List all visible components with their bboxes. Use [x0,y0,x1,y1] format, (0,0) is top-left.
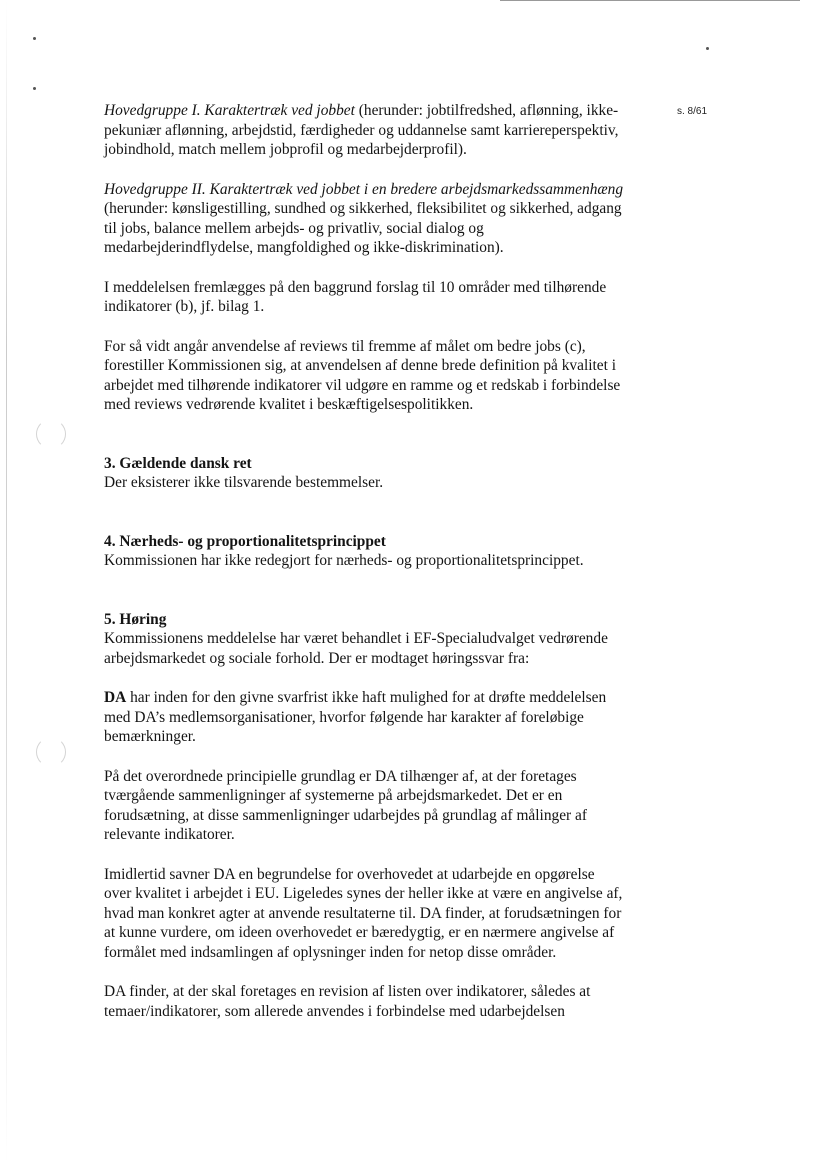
scan-artifact-left-edge [6,0,7,1163]
da-svar-text: har inden for den givne svarfrist ikke haft mulighed for at drøfte meddelelsen med DA’s medlemsorganisationer, hvorfor følgende har karakter af foreløbige bemærkninger. [104,689,607,745]
scan-dot [706,47,709,50]
section-text-naerhedsprincip: Kommissionen har ikke redegjort for nærheds- og proportionalitetsprincippet. [104,552,584,569]
scan-dot [33,37,36,40]
page-number: s. 8/61 [677,106,708,117]
paragraph-da-revision: DA finder, at der skal foretages en revision af listen over indikatorer, således at temaer/indikatorer, som allerede anvendes i forbindelse med udarbejdelsen [104,983,591,1020]
paragraph-reviews: For så vidt angår anvendelse af reviews til fremme af målet om bedre jobs (c), forestiller Kommissionen sig, at anvendelsen af denne brede definition på kvalitet i arbejdet med tilhørende indikatorer vil udgøre en ramme og et redskab i forbindelse med reviews vedrørende kvalitet i beskæftigelsespolitikken. [104,337,621,413]
da-label: DA [104,689,127,706]
section-heading-hoering: 5. Høring [104,610,167,628]
paragraph-forslag: I meddelelsen fremlægges på den baggrund forslag til 10 områder med tilhørende indikatorer (b), jf. bilag 1. [104,278,607,315]
section-heading-gaeldende-dansk-ret: 3. Gældende dansk ret [104,454,252,472]
hovedgruppe-2-title: Hovedgruppe II. Karaktertræk ved jobbet i en bredere arbejdsmarkedssammenhæng [104,180,624,198]
paragraph-hovedgruppe-1 [104,101,624,160]
paragraph-da-svar [104,688,624,747]
scan-artifact-top-line [500,0,800,1]
document-body [104,101,624,1021]
scan-dot [33,87,36,90]
punch-hole-mark [36,419,66,449]
punch-hole-mark [36,737,66,767]
hovedgruppe-2-text: (herunder: kønsligestilling, sundhed og sikkerhed, fleksibilitet og sikkerhed, adgang til jobs, balance mellem arbejds- og privatliv, social dialog og medarbejderindflydelse, mangfoldighed og ikke-diskrimination). [104,200,622,256]
section-heading-naerhedsprincip: 4. Nærheds- og proportionalitetsprincippet [104,532,386,550]
paragraph-da-begrundelse: Imidlertid savner DA en begrundelse for overhovedet at udarbejde en opgørelse over kvalitet i arbejdet i EU. Ligeledes synes der heller ikke at være en angivelse af, hvad man konkret agter at anvende resultaterne til. DA finder, at forudsætningen for at kunne vurdere, om ideen overhovedet er bæredygtig, er en nærmere angivelse af formålet med indsamlingen af oplysninger inden for netop disse områder. [104,865,623,961]
section-text-gaeldende-dansk-ret: Der eksisterer ikke tilsvarende bestemmelser. [104,474,384,491]
paragraph-da-principielt: På det overordnede principielle grundlag er DA tilhænger af, at der foretages tværgående sammenligninger af systemerne på arbejdsmarkedet. Det er en forudsætning, at disse sammenligninger udarbejdes på grundlag af målinger af relevante indikatorer. [104,767,587,843]
hovedgruppe-1-title: Hovedgruppe I. Karaktertræk ved jobbet [104,102,355,119]
section-text-hoering: Kommissionens meddelelse har været behandlet i EF-Specialudvalget vedrørende arbejdsmarkedet og sociale forhold. Der er modtaget høringssvar fra: [104,630,608,667]
paragraph-hovedgruppe-2 [104,180,624,258]
hovedgruppe-1-text: (herunder: jobtilfredshed, aflønning, ikke-pekuniær aflønning, arbejdstid, færdigheder og uddannelse samt karriereperspektiv, jobindhold, match mellem jobprofil og medarbejderprofil). [104,102,619,158]
